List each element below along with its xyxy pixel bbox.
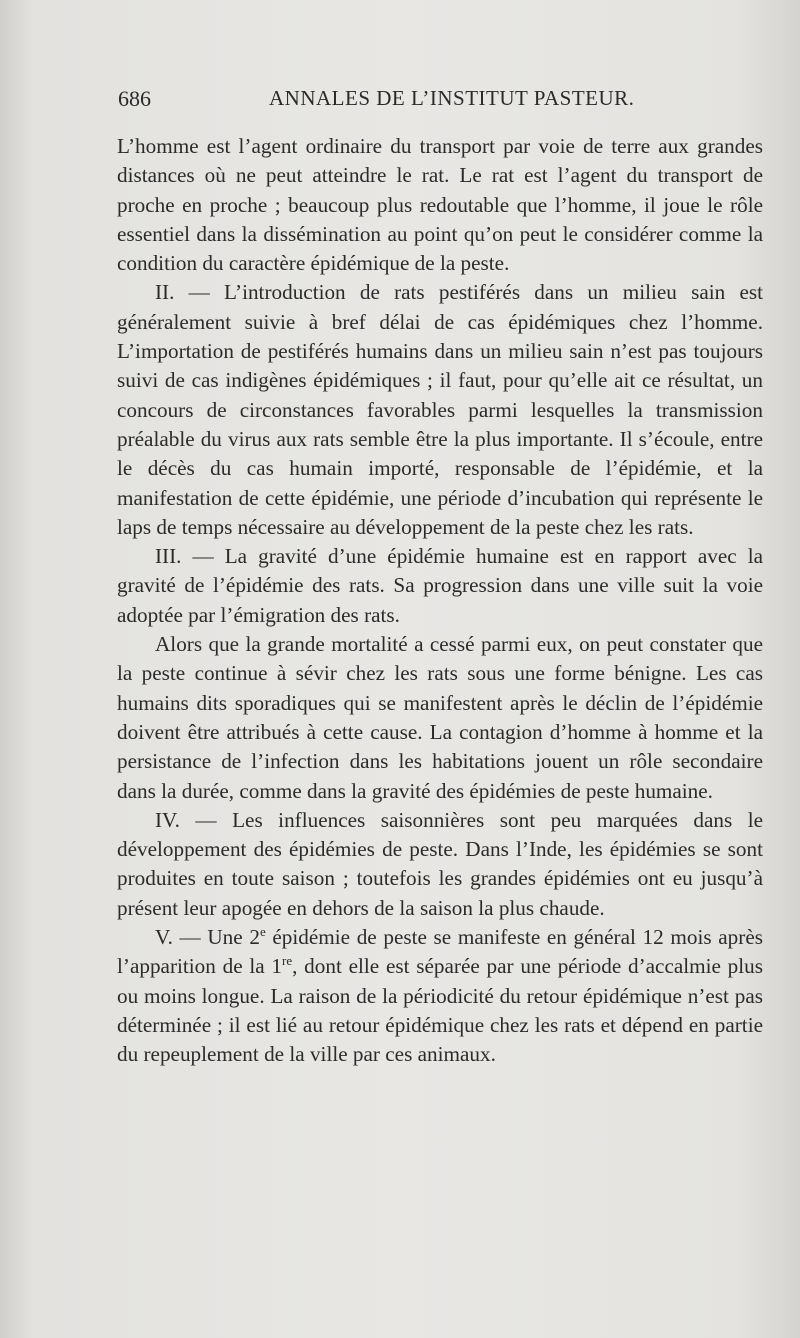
paragraph-5: IV. — Les influences saisonnières sont peu marquées dans le développement des épidémies de peste. Dans l’Inde, les épidémies se sont produites en toute saison ; toutefois les grandes épidémies ont eu jusqu’à présent leur apogée en dehors de la saison la plus chaude. <box>117 807 763 920</box>
superscript-e: e <box>259 923 266 939</box>
body-text <box>117 132 763 1070</box>
paragraph-1: L’homme est l’agent ordinaire du transport par voie de terre aux grandes distances où ne peut atteindre le rat. Le rat est l’agent du transport de proche en proche ; beaucoup plus redoutable que l’homme, il joue le rôle essentiel dans la dissémination au point qu’on peut le considérer comme la condition du caractère épidémique de la peste. <box>117 134 763 276</box>
paragraph-6-part-2: épidémie de peste se manifeste en général 12 mois après l’apparition de la 1 <box>117 925 763 979</box>
paragraph-4: Alors que la grande mortalité a cessé parmi eux, on peut constater que la peste continue à sévir chez les rats sous une forme bénigne. Les cas humains dits sporadiques qui se manifestent après le déclin de l’épidémie doivent être attribués à cette cause. La contagion d’homme à homme et la persistance de l’infection dans les habitations jouent un rôle secondaire dans la durée, comme dans la gravité des épidémies de peste humaine. <box>117 632 763 803</box>
paragraph-6-part-1: V. — Une 2 <box>155 925 260 950</box>
running-head: ANNALES DE L’INSTITUT PASTEUR. <box>269 86 635 110</box>
page-header <box>118 82 760 112</box>
page-number: 686 <box>118 86 151 111</box>
paragraph-6-part-3: , dont elle est séparée par une période d’accalmie plus ou moins longue. La raison de la périodicité du retour épidémique n’est pas déterminée ; il est lié au retour épidémique chez les rats et dépend en partie du repeuplement de la ville par ces animaux. <box>117 954 763 1067</box>
paragraph-3: III. — La gravité d’une épidémie humaine est en rapport avec la gravité de l’épidémie des rats. Sa progression dans une ville suit la voie adoptée par l’émigration des rats. <box>117 544 763 627</box>
paragraph-6 <box>117 923 763 1069</box>
superscript-re: re <box>282 953 293 969</box>
paragraph-2: II. — L’introduction de rats pestiférés dans un milieu sain est généralement suivie à bref délai de cas épidémiques chez l’homme. L’importation de pestiférés humains dans un milieu sain n’est pas toujours suivi de cas indigènes épidémiques ; il faut, pour qu’elle ait ce résultat, un concours de circonstances favorables parmi lesquelles la transmission préalable du virus aux rats semble être la plus importante. Il s’écoule, entre le décès du cas humain importé, responsable de l’épidémie, et la manifestation de cette épidémie, une période d’incubation qui représente le laps de temps nécessaire au développement de la peste chez les rats. <box>117 280 763 539</box>
